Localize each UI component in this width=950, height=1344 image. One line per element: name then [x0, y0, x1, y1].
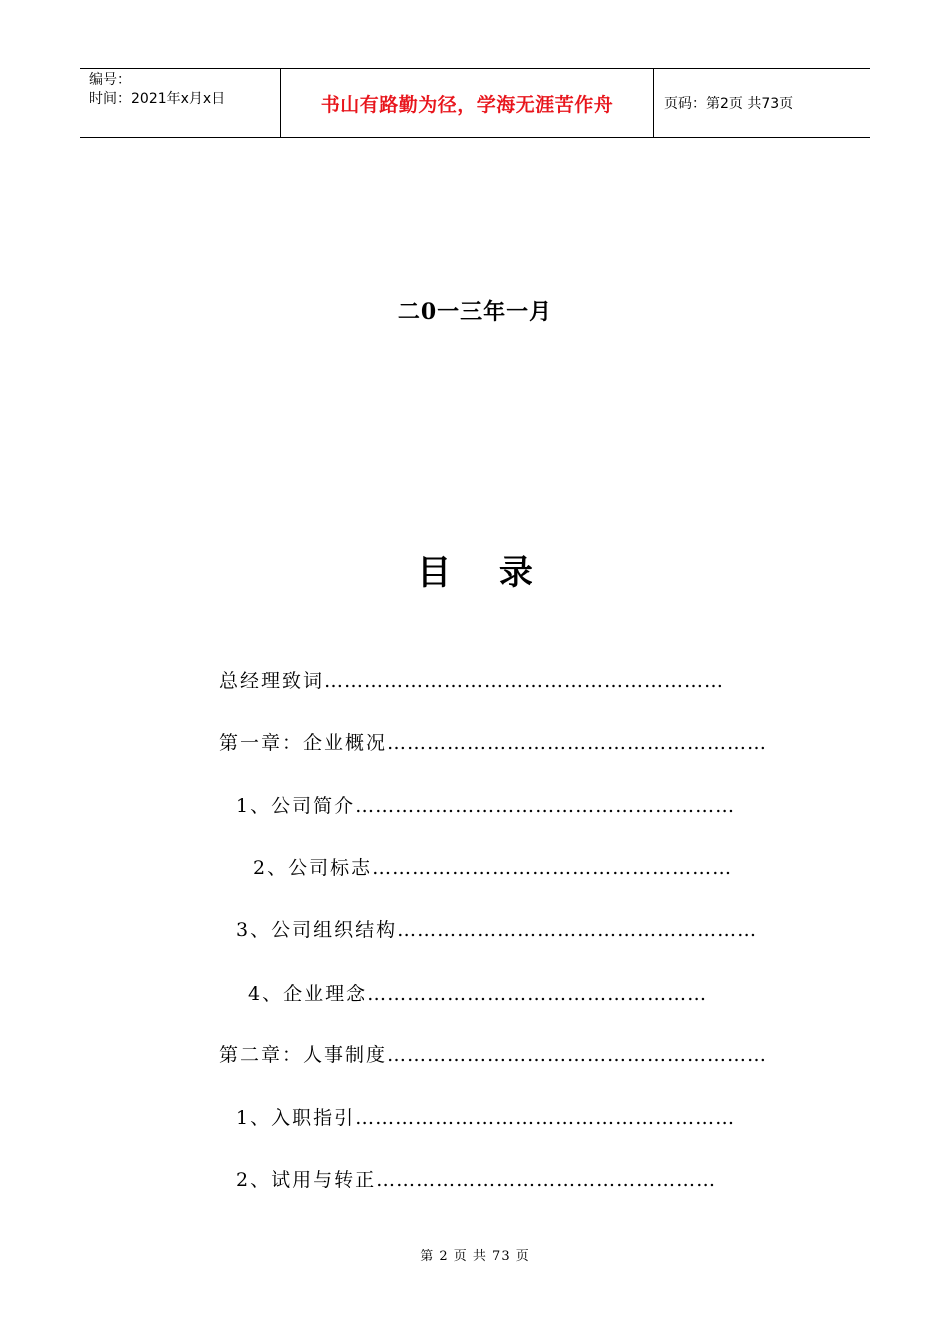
toc-entry-label: 3、公司组织结构: [236, 919, 398, 941]
document-date: 二0一三年一月: [397, 299, 553, 325]
toc-entry[interactable]: [236, 1168, 716, 1192]
toc-entry-leader: …………………………………………………: [387, 732, 768, 754]
toc-entry-leader: …………………………………………………: [355, 795, 736, 817]
toc-entry[interactable]: [219, 731, 767, 755]
toc-entry[interactable]: [236, 1106, 735, 1130]
toc-entry-leader: …………………………………………………: [355, 1107, 736, 1129]
toc-entry-label: 第一章：企业概况: [219, 732, 388, 754]
toc-entry[interactable]: [248, 982, 707, 1006]
toc-entry-label: 4、企业理念: [248, 983, 368, 1005]
header-motto: 书山有路勤为径，学海无涯苦作舟: [281, 69, 654, 137]
document-number-label: 编号：: [89, 72, 131, 88]
toc-entry-label: 第二章：人事制度: [219, 1044, 388, 1066]
document-time: 时间：2021年x月x日: [89, 91, 226, 107]
toc-entry-leader: ………………………………………………: [397, 919, 758, 941]
toc-entry-label: 1、入职指引: [236, 1107, 356, 1129]
toc-entry-leader: ……………………………………………………: [324, 670, 725, 692]
toc-entry[interactable]: [219, 1043, 767, 1067]
toc-title: 目 录: [417, 553, 551, 593]
header-page-info: 页码：第2页 共73页: [664, 96, 794, 112]
toc-entry[interactable]: [236, 918, 757, 942]
toc-entry-label: 1、公司简介: [236, 795, 356, 817]
toc-entry[interactable]: [253, 856, 732, 880]
toc-entry-leader: ………………………………………………: [372, 857, 733, 879]
toc-entry-label: 总经理致词: [219, 670, 325, 692]
toc-entry[interactable]: [236, 794, 735, 818]
toc-entry-leader: ……………………………………………: [376, 1169, 717, 1191]
toc-entry[interactable]: [219, 669, 724, 693]
toc-entry-label: 2、公司标志: [253, 857, 373, 879]
page-footer: 第 2 页 共 73 页: [420, 1249, 530, 1264]
toc-entry-leader: ……………………………………………: [367, 983, 708, 1005]
toc-entry-label: 2、试用与转正: [236, 1169, 377, 1191]
header-meta: [80, 69, 281, 137]
page-header: [80, 68, 870, 138]
toc-entry-leader: …………………………………………………: [387, 1044, 768, 1066]
